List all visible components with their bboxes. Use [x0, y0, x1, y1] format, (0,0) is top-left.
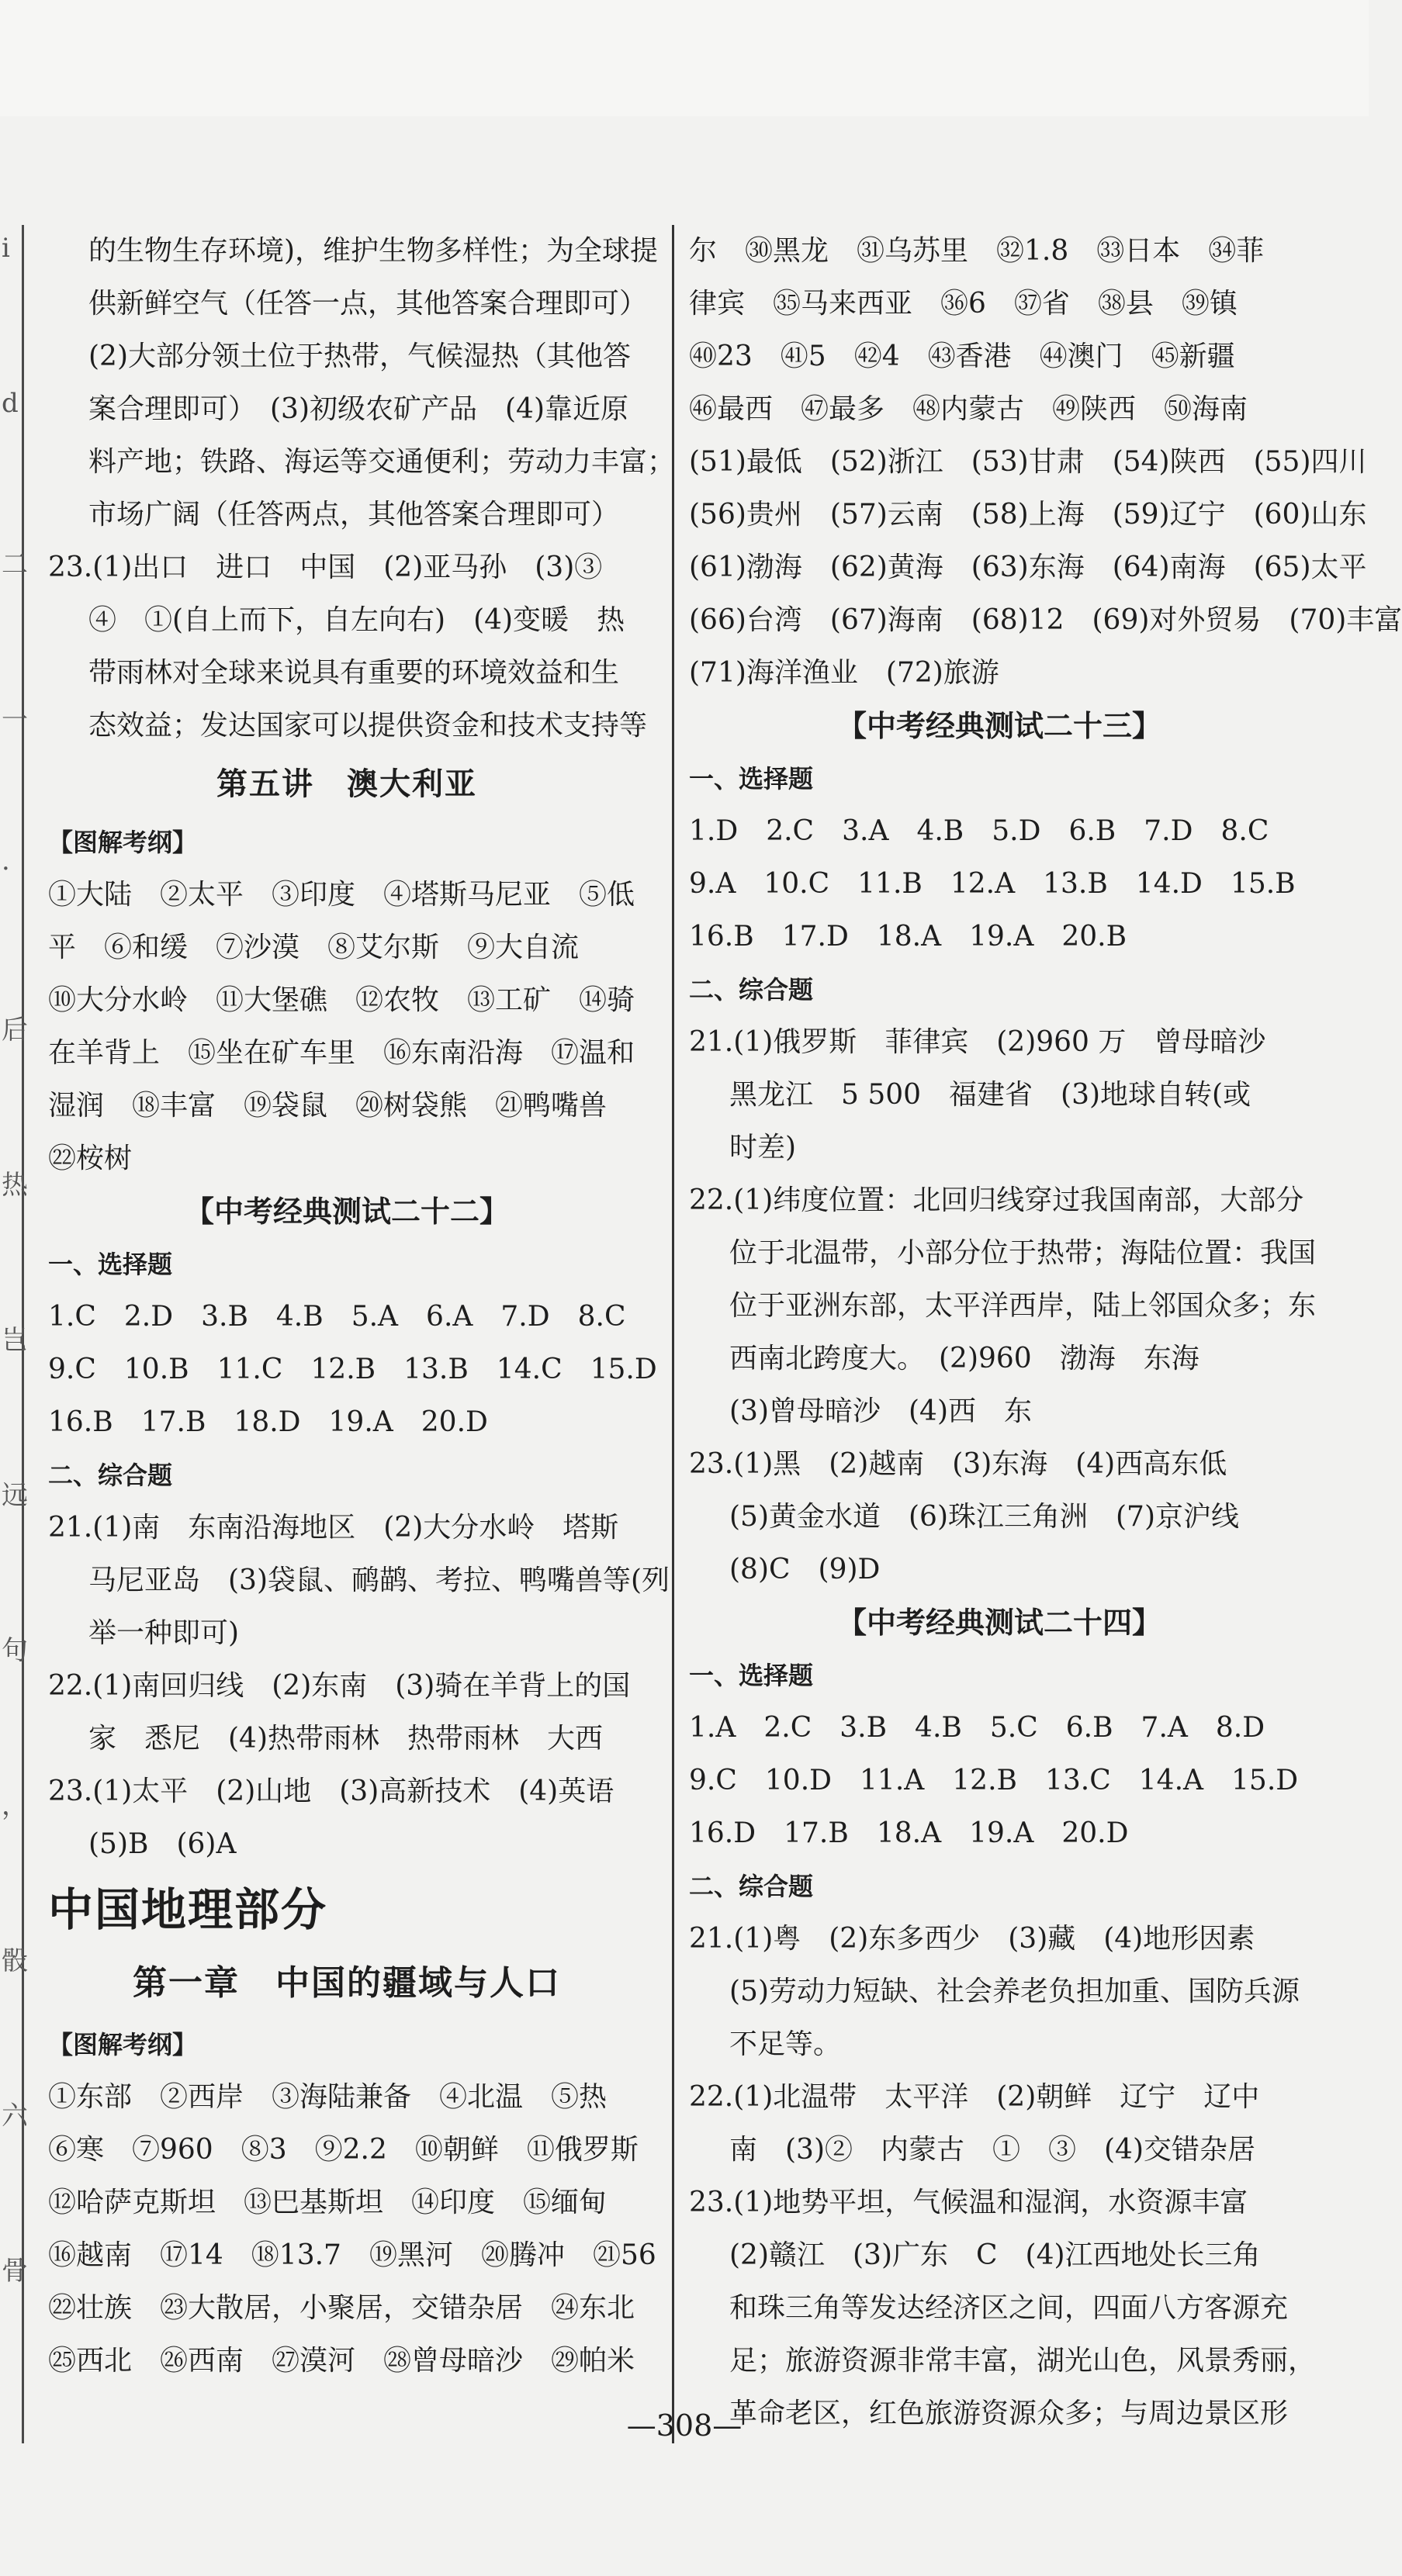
- page-number: —308—: [626, 2408, 743, 2443]
- edge-glyph: 热: [2, 1170, 28, 1201]
- test24-heading: 【中考经典测试二十四】: [836, 1605, 1161, 1640]
- part-title: 中国地理部分: [48, 1883, 328, 1936]
- edge-glyph: d: [2, 388, 19, 419]
- answer-line: ㉒壮族 ㉓大散居，小聚居，交错杂居 ㉔东北: [48, 2292, 635, 2324]
- answer-line: ⑥寒 ⑦960 ⑧3 ⑨2.2 ⑩朝鲜 ⑪俄罗斯: [48, 2134, 639, 2166]
- answer-line: ①东部 ②西岸 ③海陆兼备 ④北温 ⑤热: [48, 2081, 608, 2113]
- answer-line: 的生物生存环境)，维护生物多样性；为全球提: [88, 235, 659, 267]
- test24-choice-label: 一、选择题: [689, 1661, 814, 1690]
- answer-line: 位于亚洲东部，太平洋西岸，陆上邻国众多；东: [729, 1290, 1317, 1322]
- answer-line: 南 (3)② 内蒙古 ① ③ (4)交错杂居: [729, 2134, 1255, 2166]
- answer-line: ⑫哈萨克斯坦 ⑬巴基斯坦 ⑭印度 ⑮缅甸: [48, 2187, 608, 2218]
- answer-line: 平 ⑥和缓 ⑦沙漠 ⑧艾尔斯 ⑨大自流: [48, 932, 580, 963]
- answer-line: (3)曾母暗沙 (4)西 东: [729, 1395, 1032, 1427]
- answer-line: ㉒桉树: [48, 1143, 133, 1174]
- answer-line: 23.(1)出口 进口 中国 (2)亚马孙 (3)③: [48, 552, 603, 583]
- answer-line: 22.(1)南回归线 (2)东南 (3)骑在羊背上的国: [48, 1670, 631, 1702]
- answer-line: 在羊背上 ⑮坐在矿车里 ⑯东南沿海 ⑰温和: [48, 1037, 635, 1069]
- test22-heading: 【中考经典测试二十二】: [184, 1194, 509, 1229]
- outline-label-2: 【图解考纲】: [48, 2030, 198, 2059]
- answer-line: 态效益；发达国家可以提供资金和技术支持等: [88, 710, 648, 742]
- lecture-title: 第五讲 澳大利亚: [216, 766, 477, 802]
- answer-line: 22.(1)纬度位置：北回归线穿过我国南部，大部分: [689, 1184, 1304, 1216]
- edge-glyph: ，: [2, 1790, 28, 1821]
- continued-outline-answers: [689, 225, 1402, 700]
- outline-label: 【图解考纲】: [48, 828, 198, 857]
- answer-line: (61)渤海 (62)黄海 (63)东海 (64)南海 (65)太平: [689, 552, 1367, 583]
- test24-choice-answers: [689, 1702, 1310, 1860]
- answer-line: 尔 ㉚黑龙 ㉛乌苏里 ㉜1.8 ㉝日本 ㉞菲: [689, 235, 1265, 267]
- answer-line: (5)B (6)A: [88, 1828, 237, 1860]
- outline-answers: [48, 869, 646, 1185]
- outline-answers-2: [48, 2071, 656, 2388]
- test22-comp-label: 二、综合题: [48, 1461, 173, 1490]
- answer-line: ㊻最西 ㊼最多 ㊽内蒙古 ㊾陕西 ㊿海南: [689, 393, 1248, 425]
- answer-line: (8)C (9)D: [729, 1554, 881, 1585]
- edge-glyph: 骰: [2, 1945, 28, 1976]
- answer-line: ④ ①(自上而下，自左向右) (4)变暖 热: [88, 604, 625, 636]
- answer-line: 23.(1)黑 (2)越南 (3)东海 (4)西高东低: [689, 1448, 1227, 1480]
- answer-line: 供新鲜空气（任答一点，其他答案合理即可）: [88, 288, 648, 320]
- test22-comp-answers: [48, 1502, 670, 1871]
- answer-line: (2)大部分领土位于热带，气候湿热（其他答: [88, 341, 631, 372]
- continued-answers: [48, 225, 676, 752]
- answer-line: (66)台湾 (67)海南 (68)12 (69)对外贸易 (70)丰富: [689, 604, 1402, 636]
- answer-line: 9.C 10.D 11.A 12.B 13.C 14.A 15.D: [689, 1765, 1299, 1796]
- answer-line: 时差): [729, 1132, 797, 1164]
- top-margin: [0, 0, 1369, 116]
- edge-glyph: 一: [2, 704, 28, 735]
- answer-line: 马尼亚岛 (3)袋鼠、鸸鹋、考拉、鸭嘴兽等(列: [88, 1565, 670, 1596]
- test23-comp-answers: [689, 1016, 1317, 1596]
- edge-bleed-text: [0, 233, 28, 2451]
- answer-line: (56)贵州 (57)云南 (58)上海 (59)辽宁 (60)山东: [689, 499, 1367, 531]
- edge-glyph: i: [2, 233, 10, 264]
- chapter-title: 第一章 中国的疆域与人口: [133, 1963, 561, 2003]
- test24-comp-answers: [689, 1913, 1317, 2440]
- answer-line: (5)黄金水道 (6)珠江三角洲 (7)京沪线: [729, 1501, 1239, 1533]
- answer-line: 料产地；铁路、海运等交通便利；劳动力丰富；: [88, 446, 676, 478]
- test24-comp-label: 二、综合题: [689, 1872, 814, 1901]
- answer-line: 西南北跨度大。 (2)960 渤海 东海: [729, 1343, 1199, 1374]
- column-divider: [672, 225, 674, 2443]
- left-column: [48, 225, 676, 2388]
- answer-line: 16.D 17.B 18.A 19.A 20.D: [689, 1817, 1129, 1849]
- answer-line: (2)赣江 (3)广东 C (4)江西地处长三角: [729, 2239, 1261, 2271]
- answer-line: 1.C 2.D 3.B 4.B 5.A 6.A 7.D 8.C: [48, 1301, 626, 1333]
- test23-choice-label: 一、选择题: [689, 764, 814, 794]
- answer-line: 案合理即可） (3)初级农矿产品 (4)靠近原: [88, 393, 628, 425]
- test23-heading: 【中考经典测试二十三】: [836, 708, 1161, 743]
- answer-line: ①大陆 ②太平 ③印度 ④塔斯马尼亚 ⑤低: [48, 879, 635, 911]
- answer-line: 21.(1)俄罗斯 菲律宾 (2)960 万 曾母暗沙: [689, 1026, 1266, 1058]
- answer-line: 和珠三角等发达经济区之间，四面八方客源充: [729, 2292, 1289, 2324]
- edge-glyph: 岂: [2, 1325, 28, 1356]
- test23-comp-label: 二、综合题: [689, 975, 814, 1004]
- answer-line: (71)海洋渔业 (72)旅游: [689, 657, 999, 689]
- answer-line: 黑龙江 5 500 福建省 (3)地球自转(或: [729, 1079, 1251, 1111]
- answer-line: 23.(1)太平 (2)山地 (3)高新技术 (4)英语: [48, 1776, 614, 1807]
- right-column: [689, 225, 1402, 2440]
- answer-line: 16.B 17.B 18.D 19.A 20.D: [48, 1406, 488, 1438]
- answer-line: 湿润 ⑱丰富 ⑲袋鼠 ⑳树袋熊 ㉑鸭嘴兽: [48, 1090, 608, 1122]
- answer-line: 不足等。: [729, 2028, 842, 2060]
- answer-line: (5)劳动力短缺、社会养老负担加重、国防兵源: [729, 1976, 1300, 2007]
- answer-line: 位于北温带，小部分位于热带；海陆位置：我国: [729, 1237, 1317, 1269]
- test22-choice-label: 一、选择题: [48, 1250, 173, 1279]
- test22-choice-answers: [48, 1291, 657, 1449]
- answer-line: ⑯越南 ⑰14 ⑱13.7 ⑲黑河 ⑳腾冲 ㉑56: [48, 2239, 656, 2271]
- answer-line: 革命老区，红色旅游资源众多；与周边景区形: [729, 2398, 1289, 2429]
- edge-glyph: 远: [2, 1480, 28, 1511]
- answer-line: (51)最低 (52)浙江 (53)甘肃 (54)陕西 (55)四川: [689, 446, 1367, 478]
- answer-line: ㉕西北 ㉖西南 ㉗漠河 ㉘曾母暗沙 ㉙帕米: [48, 2345, 635, 2377]
- edge-glyph: 后: [2, 1015, 28, 1046]
- edge-glyph: ·: [2, 853, 10, 884]
- answer-line: 市场广阔（任答两点，其他答案合理即可）: [88, 499, 620, 531]
- answer-line: 1.D 2.C 3.A 4.B 5.D 6.B 7.D 8.C: [689, 815, 1269, 847]
- answer-line: 带雨林对全球来说具有重要的环境效益和生: [88, 657, 620, 689]
- answer-line: 律宾 ㉟马来西亚 ㊱6 ㊲省 ㊳县 ㊴镇: [689, 288, 1238, 320]
- edge-glyph: 句: [2, 1635, 28, 1666]
- answer-line: 21.(1)粤 (2)东多西少 (3)藏 (4)地形因素: [689, 1923, 1255, 1955]
- answer-line: ⑩大分水岭 ⑪大堡礁 ⑫农牧 ⑬工矿 ⑭骑: [48, 984, 635, 1016]
- answer-line: 9.C 10.B 11.C 12.B 13.B 14.C 15.D: [48, 1354, 657, 1385]
- answer-line: 16.B 17.D 18.A 19.A 20.B: [689, 921, 1127, 953]
- edge-glyph: 骨: [2, 2256, 28, 2287]
- answer-line: 22.(1)北温带 太平洋 (2)朝鲜 辽宁 辽中: [689, 2081, 1260, 2113]
- answer-line: 足；旅游资源非常丰富，湖光山色，风景秀丽，: [729, 2345, 1317, 2377]
- answer-line: 1.A 2.C 3.B 4.B 5.C 6.B 7.A 8.D: [689, 1712, 1265, 1744]
- answer-line: 9.A 10.C 11.B 12.A 13.B 14.D 15.B: [689, 868, 1296, 900]
- answer-line: ㊵23 ㊶5 ㊷4 ㊸香港 ㊹澳门 ㊺新疆: [689, 341, 1235, 372]
- answer-line: 23.(1)地势平坦，气候温和湿润，水资源丰富: [689, 2187, 1248, 2218]
- test23-choice-answers: [689, 805, 1310, 963]
- answer-line: 家 悉尼 (4)热带雨林 热带雨林 大西: [88, 1723, 603, 1755]
- edge-glyph: 六: [2, 2101, 28, 2132]
- answer-line: 举一种即可): [88, 1617, 240, 1649]
- answer-line: 21.(1)南 东南沿海地区 (2)大分水岭 塔斯: [48, 1512, 619, 1544]
- edge-glyph: 二: [2, 549, 28, 580]
